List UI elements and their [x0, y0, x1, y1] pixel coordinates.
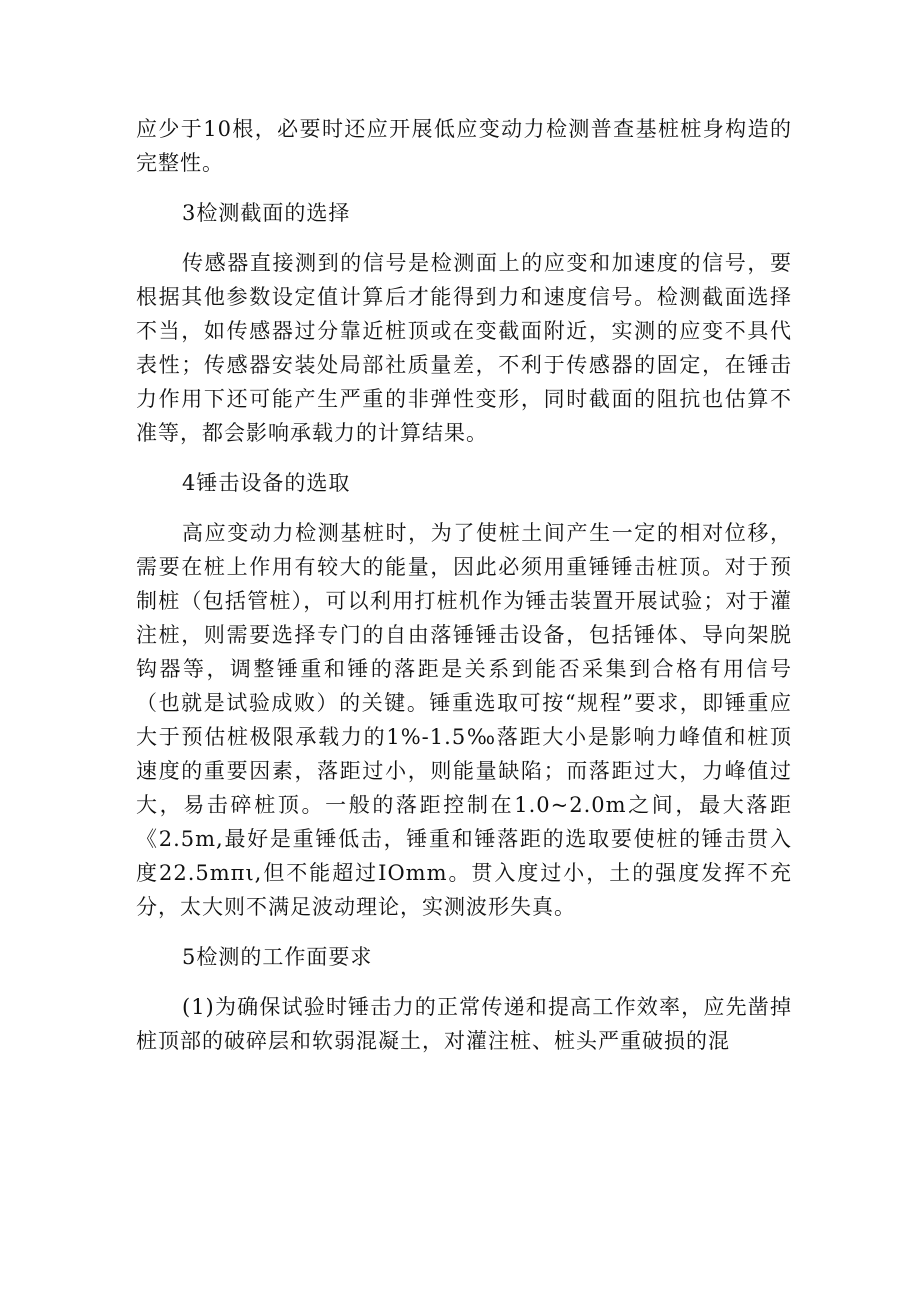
- paragraph-section-4: 高应变动力检测基桩时，为了使桩土间产生一定的相对位移，需要在桩上作用有较大的能量，因此必须用重锤锤击桩顶。对于预制桩（包括管桩），可以利用打桩机作为锤击装置开展试验；对于灌注桩，则需要选择专门的自由落锤锤击设备，包括锤体、导向架脱钩器等，调整锤重和锤的落距是关系到能否采集到合格有用信号（也就是试验成败）的关键。锤重选取可按“规程”要求，即锤重应大于预估桩极限承载力的1%-1.5‰落距大小是影响力峰值和桩顶速度的重要因素，落距过小，则能量缺陷；而落距过大，力峰值过大，易击碎桩顶。一般的落距控制在1.0~2.0m之间，最大落距《2.5m,最好是重锤低击，锤重和锤落距的选取要使桩的锤击贯入度22.5mπι,但不能超过IOmm。贯入度过小，土的强度发挥不充分，太大则不满足波动理论，实测波形失真。: [136, 521, 792, 919]
- section-heading-4: 4锤击设备的选取: [182, 471, 351, 495]
- section-heading-3: 3检测截面的选择: [182, 201, 351, 225]
- section-heading-5: 5检测的工作面要求: [182, 945, 373, 969]
- paragraph-section-5: (1)为确保试验时锤击力的正常传递和提高工作效率，应先凿掉桩顶部的破碎层和软弱混凝土，对灌注桩、桩头严重破损的混: [136, 995, 792, 1053]
- paragraph-section-3: 传感器直接测到的信号是检测面上的应变和加速度的信号，要根据其他参数设定值计算后才能得到力和速度信号。检测截面选择不当，如传感器过分靠近桩顶或在变截面附近，实测的应变不具代表性；传感器安装处局部社质量差，不利于传感器的固定，在锤击力作用下还可能产生严重的非弹性变形，同时截面的阻抗也估算不准等，都会影响承载力的计算结果。: [136, 251, 792, 445]
- paragraph-intro: 应少于10根，必要时还应开展低应变动力检测普查基桩桩身构造的完整性。: [136, 117, 792, 175]
